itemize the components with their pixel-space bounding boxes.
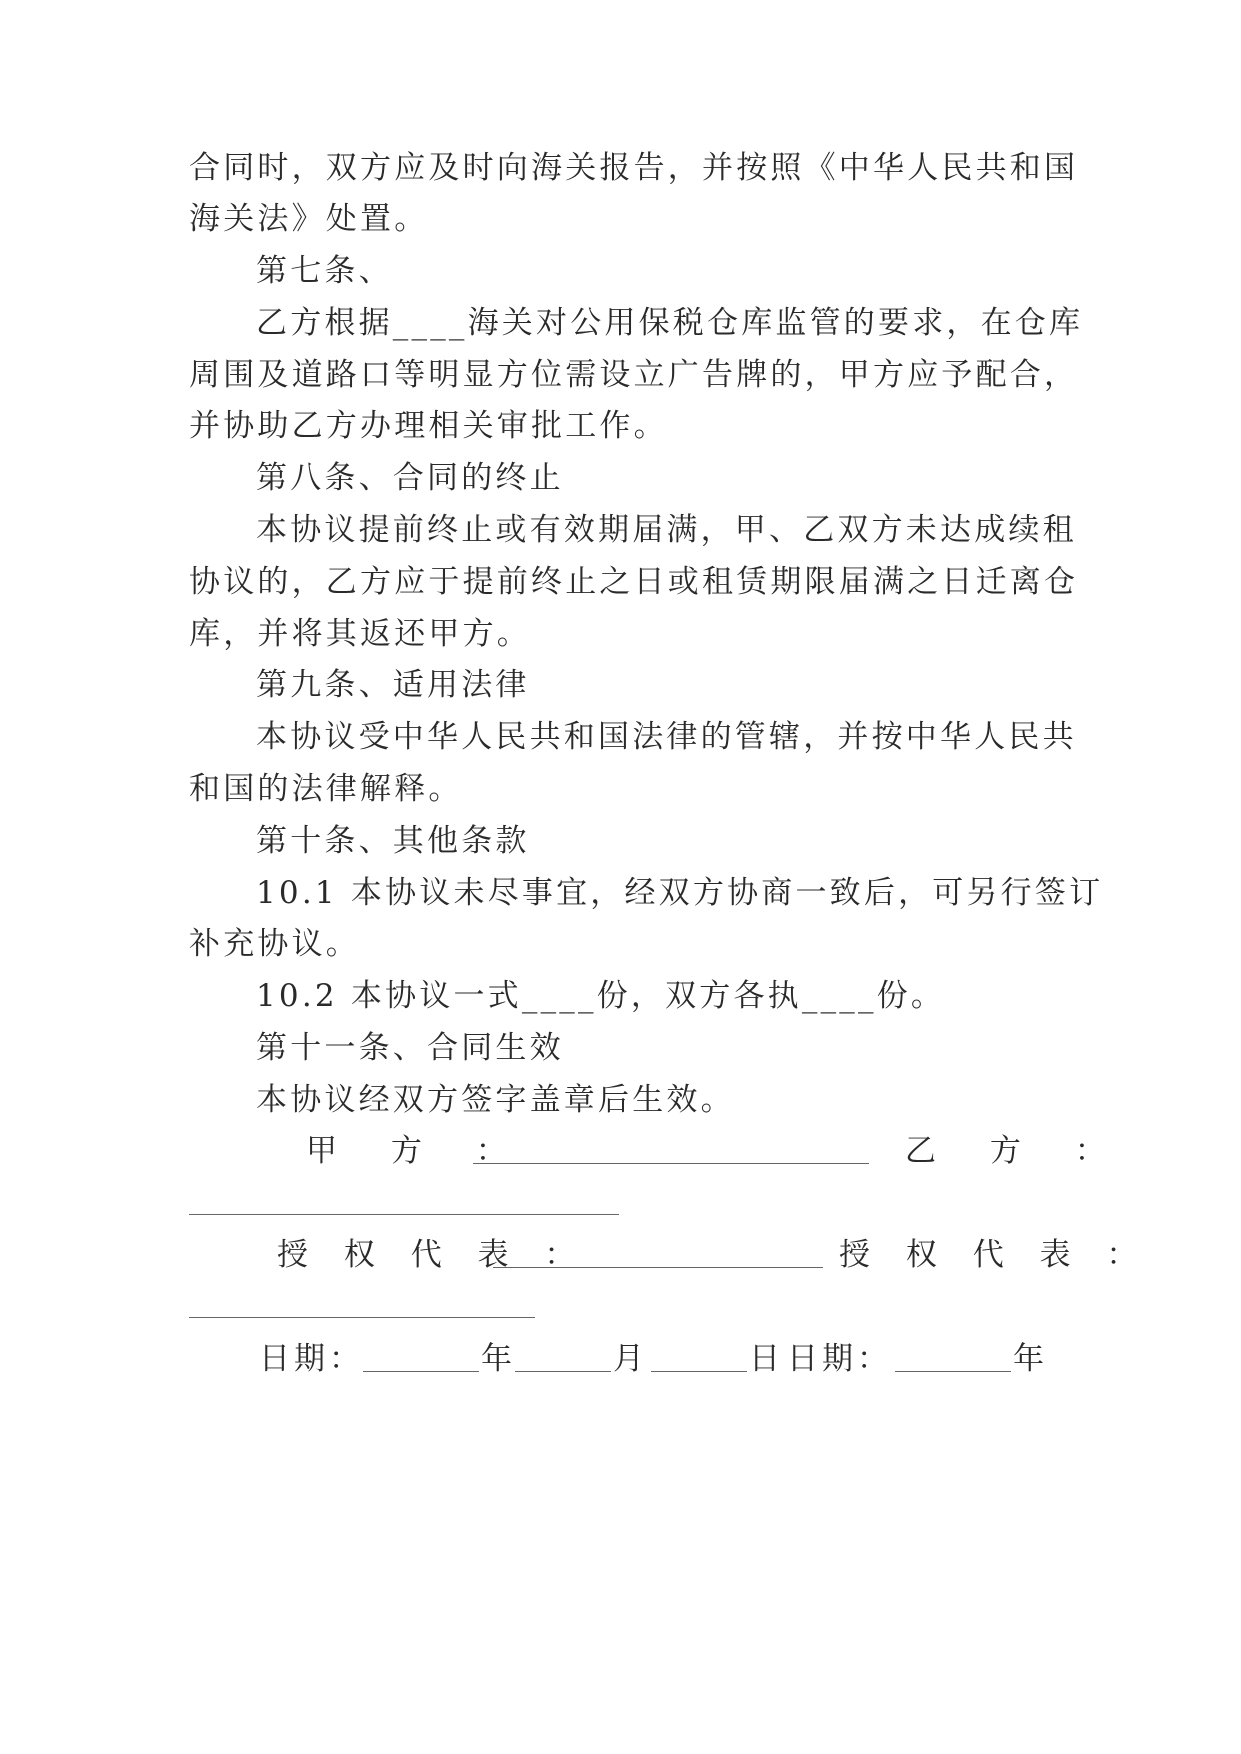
- month-label-a: 月: [613, 1341, 644, 1377]
- text-line: 10.2 本协议一式____份，双方各执____份。: [256, 978, 946, 1014]
- article-heading: 第九条、适用法律: [256, 667, 530, 703]
- rep-a-signature-line: [493, 1266, 823, 1268]
- rep-a-label: 授 权 代 表 ：: [277, 1237, 589, 1273]
- article-heading: 第十一条、合同生效: [256, 1030, 564, 1066]
- year-blank-b: [895, 1370, 1011, 1372]
- date-label-b: 日期：: [787, 1341, 892, 1377]
- year-label-b: 年: [1013, 1341, 1044, 1377]
- text-line: 和国的法律解释。: [189, 771, 463, 807]
- rep-b-label: 授 权 代 表 ：: [839, 1237, 1151, 1273]
- article-heading: 第七条、: [256, 253, 393, 289]
- year-blank-a: [363, 1370, 479, 1372]
- text-line: 10.1 本协议未尽事宜，经双方协商一致后，可另行签订: [256, 875, 1104, 911]
- article-heading: 第八条、合同的终止: [256, 460, 564, 496]
- text-line: 周围及道路口等明显方位需设立广告牌的，甲方应予配合，: [189, 357, 1079, 393]
- text-line: 海关法》处置。: [189, 201, 429, 237]
- text-line: 本协议经双方签字盖章后生效。: [256, 1082, 735, 1118]
- text-line: 乙方根据____海关对公用保税仓库监管的要求，在仓库: [256, 305, 1084, 341]
- party-a-label: 甲 方 ：: [306, 1133, 529, 1169]
- text-line: 并协助乙方办理相关审批工作。: [189, 408, 668, 444]
- month-blank-a: [515, 1370, 611, 1372]
- party-b-label: 乙 方 ：: [905, 1133, 1128, 1169]
- text-line: 库，并将其返还甲方。: [189, 616, 531, 652]
- party-b-signature-line: [189, 1213, 619, 1215]
- day-label-a: 日: [749, 1341, 780, 1377]
- text-line: 协议的，乙方应于提前终止之日或租赁期限届满之日迁离仓: [189, 564, 1079, 600]
- day-blank-a: [651, 1370, 747, 1372]
- date-label-a: 日期：: [259, 1341, 364, 1377]
- article-heading: 第十条、其他条款: [256, 823, 530, 859]
- rep-b-signature-line: [189, 1316, 535, 1318]
- text-line: 本协议提前终止或有效期届满，甲、乙双方未达成续租: [256, 512, 1077, 548]
- text-line: 合同时，双方应及时向海关报告，并按照《中华人民共和国: [189, 150, 1079, 186]
- text-line: 本协议受中华人民共和国法律的管辖，并按中华人民共: [256, 719, 1077, 755]
- year-label-a: 年: [481, 1341, 512, 1377]
- party-a-signature-line: [473, 1162, 869, 1164]
- text-line: 补充协议。: [189, 926, 360, 962]
